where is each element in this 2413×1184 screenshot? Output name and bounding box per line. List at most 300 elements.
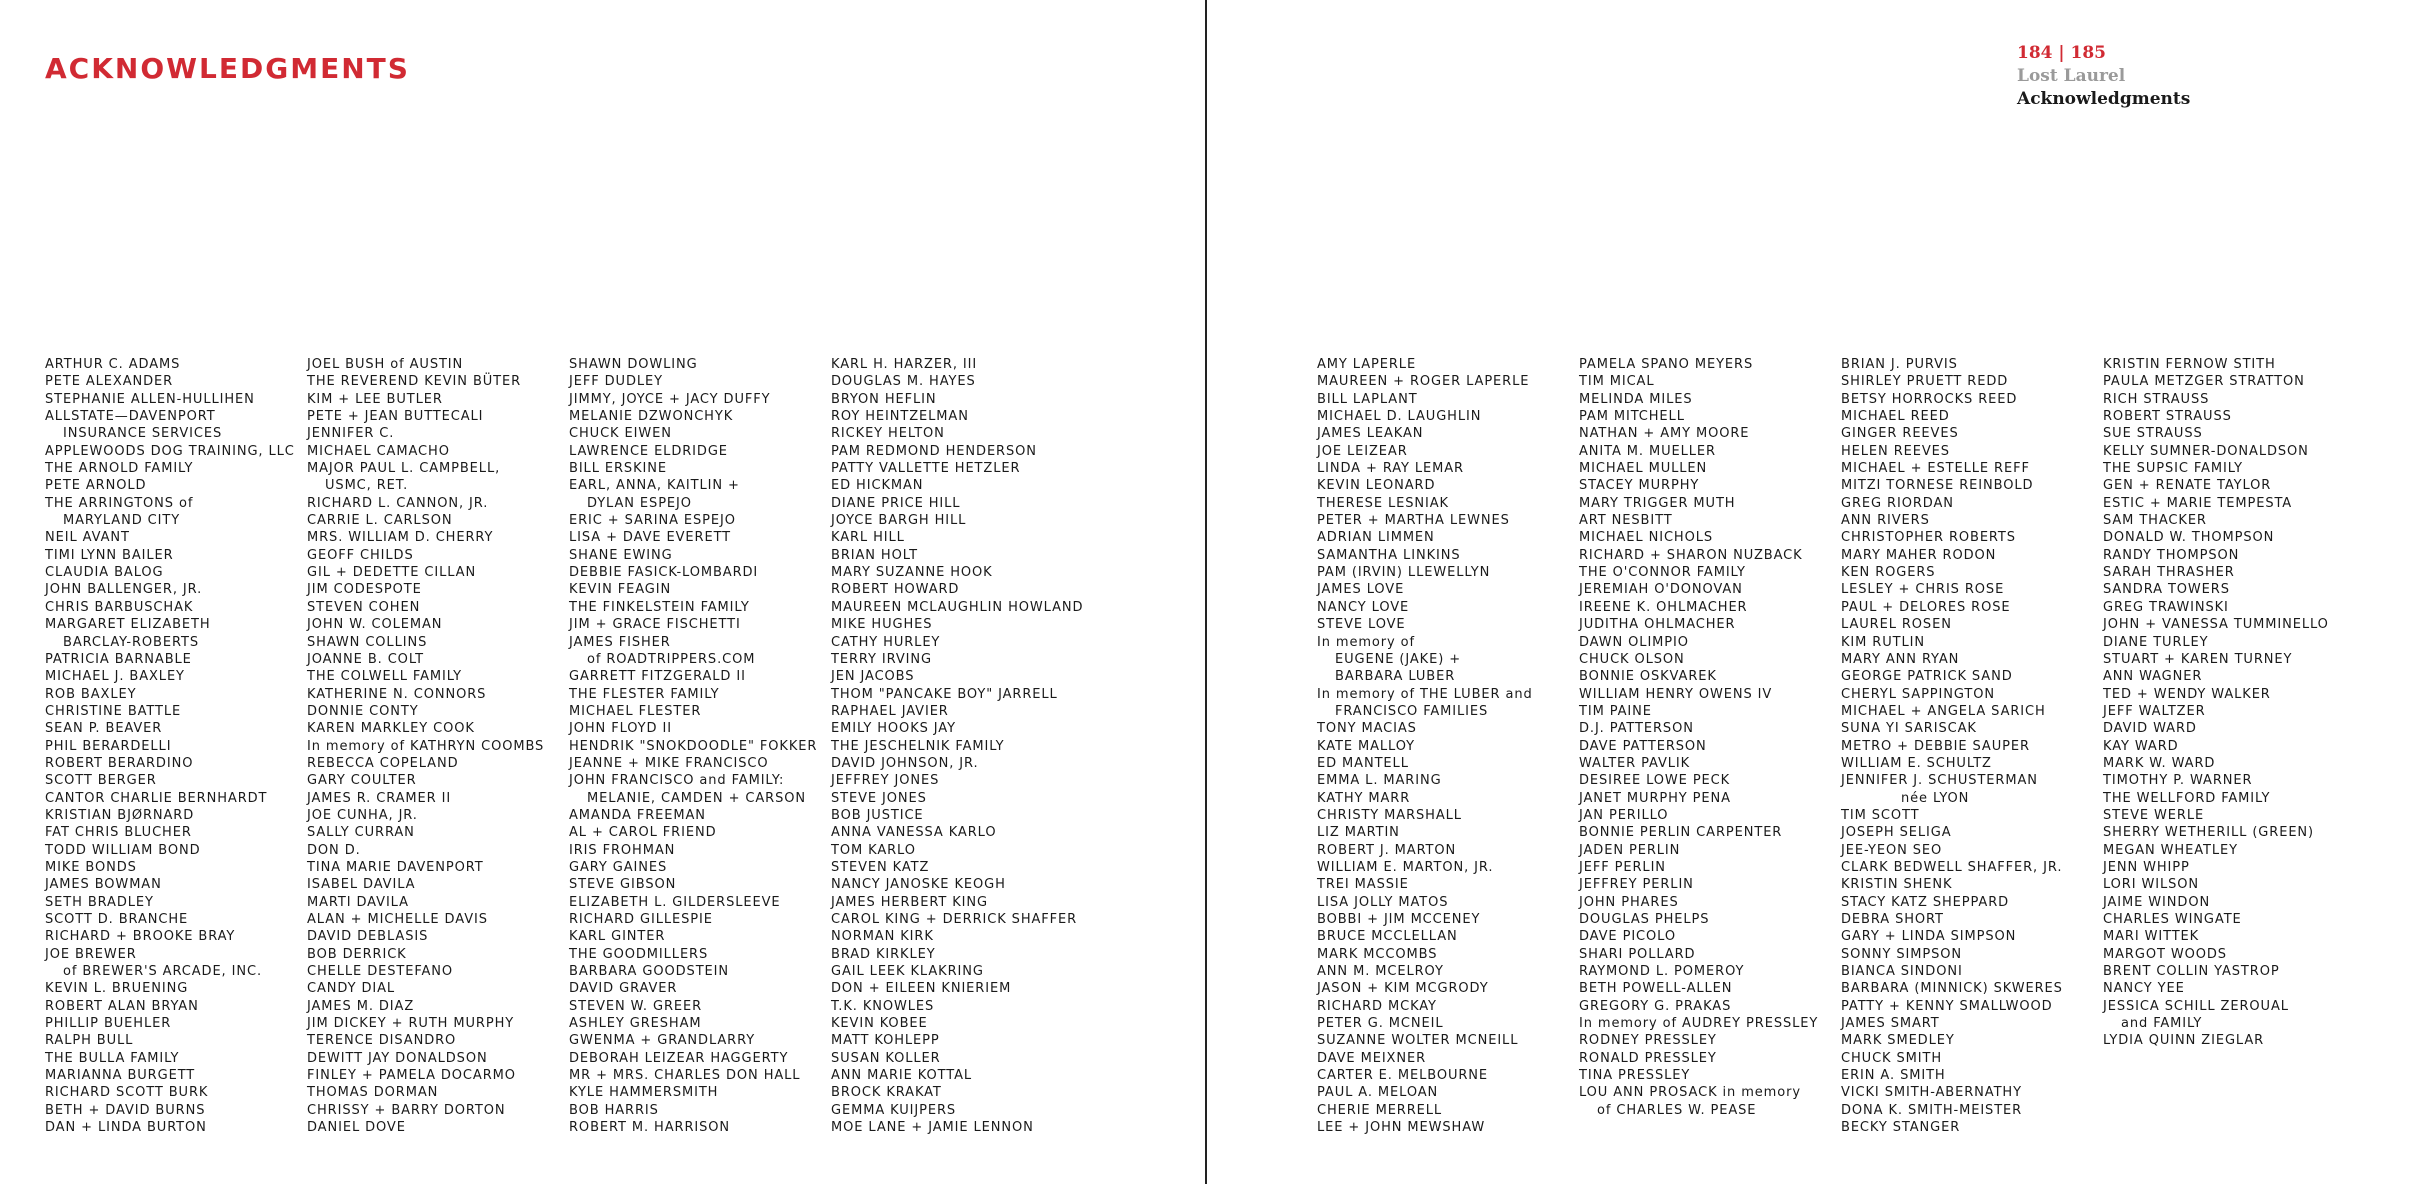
acknowledgment-name: BROCK KRAKAT: [831, 1085, 942, 1101]
acknowledgment-name: JOE CUNHA, JR.: [307, 807, 418, 823]
acknowledgment-name: of ROADTRIPPERS.COM: [587, 651, 756, 667]
acknowledgment-name: MELINDA MILES: [1579, 391, 1693, 407]
acknowledgment-name: SUSAN KOLLER: [831, 1050, 941, 1066]
acknowledgment-name: CHRISTINE BATTLE: [45, 703, 182, 719]
acknowledgment-name: RICH STRAUSS: [2103, 391, 2210, 407]
acknowledgment-name: GARY GAINES: [569, 859, 668, 875]
acknowledgment-name: ASHLEY GRESHAM: [569, 1016, 702, 1032]
acknowledgment-name: JAIME WINDON: [2103, 894, 2211, 910]
acknowledgment-name: MICHAEL MULLEN: [1579, 461, 1708, 477]
acknowledgment-name: SHAWN DOWLING: [569, 357, 698, 372]
acknowledgment-name: GEORGE PATRICK SAND: [1841, 669, 2013, 685]
acknowledgment-name: CHRISSY + BARRY DORTON: [307, 1102, 506, 1118]
acknowledgment-name: NANCY LOVE: [1317, 599, 1410, 615]
acknowledgment-name: MITZI TORNESE REINBOLD: [1841, 478, 2034, 494]
acknowledgment-name: THE WELLFORD FAMILY: [2103, 790, 2271, 806]
acknowledgment-name: JEREMIAH O'DONOVAN: [1579, 582, 1743, 598]
acknowledgment-name: MR + MRS. CHARLES DON HALL: [569, 1068, 801, 1084]
acknowledgment-name: THE BULLA FAMILY: [45, 1050, 180, 1066]
acknowledgment-name: MIKE BONDS: [45, 859, 137, 875]
acknowledgment-name: PATTY VALLETTE HETZLER: [831, 461, 1021, 477]
acknowledgment-name: GAIL LEEK KLAKRING: [831, 964, 984, 980]
acknowledgment-name: DESIREE LOWE PECK: [1579, 773, 1731, 789]
acknowledgment-name: ERIC + SARINA ESPEJO: [569, 513, 736, 529]
acknowledgment-name: PETE ARNOLD: [45, 478, 147, 494]
acknowledgment-name: THE GOODMILLERS: [569, 946, 709, 962]
acknowledgment-name: JANET MURPHY PENA: [1579, 790, 1731, 806]
acknowledgment-name: RICKEY HELTON: [831, 426, 945, 442]
acknowledgment-name: DAVID WARD: [2103, 721, 2197, 737]
acknowledgment-name: DEWITT JAY DONALDSON: [307, 1050, 488, 1066]
acknowledgment-name: MARIANNA BURGETT: [45, 1068, 196, 1084]
acknowledgment-name: GARRETT FITZGERALD II: [569, 669, 746, 685]
acknowledgment-name: JEFF WALTZER: [2103, 703, 2206, 719]
acknowledgment-name: TOM KARLO: [831, 842, 916, 858]
acknowledgment-name: ANITA M. MUELLER: [1579, 443, 1716, 459]
acknowledgment-name: RALPH BULL: [45, 1033, 134, 1049]
acknowledgment-name: BARBARA LUBER: [1335, 669, 1456, 685]
acknowledgment-name: DAVE MEIXNER: [1317, 1050, 1427, 1066]
acknowledgment-name: JENNIFER C.: [307, 426, 395, 442]
acknowledgment-name: ELIZABETH L. GILDERSLEEVE: [569, 894, 781, 910]
acknowledgment-name: TERRY IRVING: [831, 651, 932, 667]
acknowledgment-name: JIM CODESPOTE: [307, 582, 422, 598]
acknowledgment-name: ANN MARIE KOTTAL: [831, 1068, 973, 1084]
page-numbers: 184 | 185: [2017, 43, 2106, 63]
acknowledgment-name: LESLEY + CHRIS ROSE: [1841, 582, 2005, 598]
acknowledgment-name: KATHERINE N. CONNORS: [307, 686, 487, 702]
acknowledgment-name: JOHN W. COLEMAN: [307, 617, 443, 633]
acknowledgment-name: LAWRENCE ELDRIDGE: [569, 443, 728, 459]
acknowledgment-name: NANCY YEE: [2103, 981, 2185, 997]
acknowledgment-name: RICHARD SCOTT BURK: [45, 1085, 209, 1101]
acknowledgment-name: PAM REDMOND HENDERSON: [831, 443, 1037, 459]
acknowledgment-name: ISABEL DAVILA: [307, 877, 416, 893]
acknowledgment-name: JEFFREY PERLIN: [1579, 877, 1694, 893]
acknowledgment-name: JOSEPH SELIGA: [1841, 825, 1952, 841]
acknowledgment-name: KYLE HAMMERSMITH: [569, 1085, 719, 1101]
acknowledgment-name: MIKE HUGHES: [831, 617, 933, 633]
acknowledgment-name: MOE LANE + JAMIE LENNON: [831, 1120, 1034, 1136]
acknowledgment-name: BOBBI + JIM MCCENEY: [1317, 912, 1481, 927]
acknowledgment-name: KARL GINTER: [569, 929, 666, 945]
acknowledgment-name: MICHAEL + ESTELLE REFF: [1841, 461, 2030, 477]
acknowledgment-name: TERENCE DISANDRO: [307, 1033, 457, 1049]
acknowledgment-name: PETE ALEXANDER: [45, 374, 174, 390]
acknowledgment-name: JEANNE + MIKE FRANCISCO: [569, 755, 769, 771]
acknowledgment-name: WALTER PAVLIK: [1579, 755, 1691, 771]
acknowledgment-name: DONA K. SMITH-MEISTER: [1841, 1102, 2023, 1118]
acknowledgment-name: STEVE JONES: [831, 790, 927, 806]
acknowledgment-name: MARYLAND CITY: [63, 513, 181, 529]
acknowledgment-name: MICHAEL D. LAUGHLIN: [1317, 409, 1482, 425]
names-column-5: [1317, 356, 1579, 1136]
acknowledgment-name: DEBORAH LEIZEAR HAGGERTY: [569, 1050, 789, 1066]
acknowledgment-name: TINA MARIE DAVENPORT: [307, 859, 484, 875]
acknowledgment-name: JOE LEIZEAR: [1317, 443, 1408, 459]
acknowledgment-name: TODD WILLIAM BOND: [45, 842, 201, 858]
acknowledgment-name: GARY + LINDA SIMPSON: [1841, 929, 2017, 945]
acknowledgment-name: MARK W. WARD: [2103, 755, 2216, 771]
acknowledgment-name: JADEN PERLIN: [1579, 842, 1681, 858]
acknowledgment-name: T.K. KNOWLES: [831, 998, 935, 1014]
acknowledgment-name: PATRICIA BARNABLE: [45, 651, 192, 667]
acknowledgment-name: MRS. WILLIAM D. CHERRY: [307, 530, 494, 546]
acknowledgment-name: ROB BAXLEY: [45, 686, 137, 702]
acknowledgment-name: CHRISTY MARSHALL: [1317, 807, 1462, 823]
acknowledgment-name: USMC, RET.: [325, 478, 409, 494]
acknowledgment-name: FRANCISCO FAMILIES: [1335, 703, 1489, 719]
acknowledgment-name: BONNIE OSKVAREK: [1579, 669, 1717, 685]
acknowledgment-name: CARTER E. MELBOURNE: [1317, 1068, 1489, 1084]
acknowledgment-name: CLAUDIA BALOG: [45, 565, 164, 581]
acknowledgment-name: SHERRY WETHERILL (GREEN): [2103, 825, 2315, 841]
acknowledgment-name: STEVE GIBSON: [569, 877, 677, 893]
acknowledgment-name: SANDRA TOWERS: [2103, 582, 2230, 598]
acknowledgment-name: KEVIN L. BRUENING: [45, 981, 189, 997]
acknowledgment-name: DAN + LINDA BURTON: [45, 1120, 207, 1136]
acknowledgment-name: RONALD PRESSLEY: [1579, 1050, 1717, 1066]
acknowledgment-name: ROBERT HOWARD: [831, 582, 960, 598]
acknowledgment-name: BARBARA (MINNICK) SKWERES: [1841, 981, 2063, 997]
names-column-7: [1841, 356, 2103, 1136]
acknowledgment-name: JAMES R. CRAMER II: [307, 790, 452, 806]
acknowledgment-name: THE REVEREND KEVIN BÜTER: [307, 374, 522, 390]
acknowledgment-name: THE FINKELSTEIN FAMILY: [569, 599, 750, 615]
acknowledgment-name: RICHARD L. CANNON, JR.: [307, 495, 489, 511]
acknowledgment-name: METRO + DEBBIE SAUPER: [1841, 738, 2030, 754]
acknowledgment-name: GEMMA KUIJPERS: [831, 1102, 957, 1118]
acknowledgment-name: JOHN BALLENGER, JR.: [45, 582, 203, 598]
acknowledgment-name: MARGOT WOODS: [2103, 946, 2227, 962]
acknowledgment-name: MAJOR PAUL L. CAMPBELL,: [307, 461, 501, 477]
acknowledgment-name: TIMOTHY P. WARNER: [2103, 773, 2253, 789]
acknowledgment-name: MICHAEL + ANGELA SARICH: [1841, 703, 2046, 719]
acknowledgment-name: JIM + GRACE FISCHETTI: [569, 617, 741, 633]
acknowledgment-name: ROBERT BERARDINO: [45, 755, 194, 771]
acknowledgment-name: WILLIAM HENRY OWENS IV: [1579, 686, 1773, 702]
acknowledgment-name: SUZANNE WOLTER MCNEILL: [1317, 1033, 1519, 1049]
acknowledgment-name: KATE MALLOY: [1317, 738, 1415, 754]
acknowledgment-name: MARY MAHER RODON: [1841, 547, 1997, 563]
acknowledgment-name: KEVIN LEONARD: [1317, 478, 1436, 494]
book-section-title: Lost Laurel: [2017, 66, 2126, 86]
acknowledgment-name: JIM DICKEY + RUTH MURPHY: [307, 1016, 515, 1032]
acknowledgment-name: KRISTIN FERNOW STITH: [2103, 357, 2276, 372]
acknowledgment-name: SALLY CURRAN: [307, 825, 415, 841]
acknowledgment-name: BECKY STANGER: [1841, 1120, 1961, 1136]
acknowledgment-name: APPLEWOODS DOG TRAINING, LLC: [45, 443, 295, 459]
acknowledgment-name: CARRIE L. CARLSON: [307, 513, 453, 529]
acknowledgment-name: ANN WAGNER: [2103, 669, 2203, 685]
acknowledgment-name: MELANIE, CAMDEN + CARSON: [587, 790, 807, 806]
acknowledgment-name: REBECCA COPELAND: [307, 755, 459, 771]
acknowledgment-name: DEBRA SHORT: [1841, 912, 1944, 927]
acknowledgment-name: CHERIE MERRELL: [1317, 1102, 1443, 1118]
acknowledgment-name: PETER + MARTHA LEWNES: [1317, 513, 1510, 529]
acknowledgment-name: CHELLE DESTEFANO: [307, 964, 454, 980]
acknowledgment-name: CHERYL SAPPINGTON: [1841, 686, 1996, 702]
acknowledgment-name: née LYON: [1901, 790, 1970, 806]
acknowledgment-name: JOHN FRANCISCO and FAMILY:: [569, 773, 785, 789]
acknowledgment-name: MARY TRIGGER MUTH: [1579, 495, 1736, 511]
acknowledgment-name: BARBARA GOODSTEIN: [569, 964, 730, 980]
acknowledgment-name: ESTIC + MARIE TEMPESTA: [2103, 495, 2293, 511]
acknowledgment-name: MICHAEL CAMACHO: [307, 443, 450, 459]
acknowledgment-name: LYDIA QUINN ZIEGLAR: [2103, 1033, 2265, 1049]
acknowledgment-name: WILLIAM E. SCHULTZ: [1841, 755, 1992, 771]
acknowledgment-name: PAM (IRVIN) LLEWELLYN: [1317, 565, 1491, 581]
acknowledgment-name: MARTI DAVILA: [307, 894, 409, 910]
acknowledgment-name: BOB JUSTICE: [831, 807, 924, 823]
acknowledgment-name: JOEL BUSH of AUSTIN: [307, 357, 464, 372]
acknowledgment-name: FAT CHRIS BLUCHER: [45, 825, 192, 841]
acknowledgment-name: ROBERT ALAN BRYAN: [45, 998, 199, 1014]
names-column-4: [831, 356, 1093, 1136]
acknowledgment-name: SHIRLEY PRUETT REDD: [1841, 374, 2009, 390]
acknowledgment-name: ANN M. MCELROY: [1317, 964, 1444, 980]
acknowledgment-name: STEVE LOVE: [1317, 617, 1406, 633]
acknowledgment-name: JAMES LEAKAN: [1317, 426, 1424, 442]
acknowledgment-name: EUGENE (JAKE) +: [1335, 651, 1461, 667]
acknowledgment-name: PHIL BERARDELLI: [45, 738, 172, 754]
acknowledgment-name: BONNIE PERLIN CARPENTER: [1579, 825, 1783, 841]
acknowledgment-name: CHUCK OLSON: [1579, 651, 1685, 667]
acknowledgment-name: KAY WARD: [2103, 738, 2179, 754]
acknowledgment-name: MICHAEL J. BAXLEY: [45, 669, 185, 685]
acknowledgment-name: LORI WILSON: [2103, 877, 2200, 893]
acknowledgment-name: LISA JOLLY MATOS: [1317, 894, 1449, 910]
acknowledgment-name: SHARI POLLARD: [1579, 946, 1696, 962]
acknowledgment-name: PAMELA SPANO MEYERS: [1579, 357, 1754, 372]
acknowledgment-name: MICHAEL FLESTER: [569, 703, 702, 719]
acknowledgment-name: CLARK BEDWELL SHAFFER, JR.: [1841, 859, 2063, 875]
acknowledgment-name: SARAH THRASHER: [2103, 565, 2235, 581]
acknowledgment-name: ROBERT J. MARTON: [1317, 842, 1457, 858]
acknowledgment-name: JOE BREWER: [45, 946, 137, 962]
acknowledgment-name: CANDY DIAL: [307, 981, 396, 997]
acknowledgment-name: FINLEY + PAMELA DOCARMO: [307, 1068, 516, 1084]
acknowledgment-name: STUART + KAREN TURNEY: [2103, 651, 2293, 667]
acknowledgment-name: RANDY THOMPSON: [2103, 547, 2240, 563]
acknowledgment-name: DAVID GRAVER: [569, 981, 678, 997]
acknowledgment-name: NORMAN KIRK: [831, 929, 934, 945]
acknowledgment-name: JOANNE B. COLT: [307, 651, 425, 667]
acknowledgment-name: AMY LAPERLE: [1317, 357, 1417, 372]
acknowledgment-name: KAREN MARKLEY COOK: [307, 721, 475, 737]
acknowledgment-name: KELLY SUMNER-DONALDSON: [2103, 443, 2309, 459]
acknowledgment-name: SEAN P. BEAVER: [45, 721, 163, 737]
acknowledgment-name: RAYMOND L. POMEROY: [1579, 964, 1745, 980]
acknowledgment-name: SHAWN COLLINS: [307, 634, 428, 650]
acknowledgment-name: MAUREEN + ROGER LAPERLE: [1317, 374, 1530, 390]
acknowledgment-name: KEN ROGERS: [1841, 565, 1936, 581]
acknowledgment-name: DOUGLAS M. HAYES: [831, 374, 976, 390]
acknowledgment-name: ROY HEINTZELMAN: [831, 409, 969, 425]
acknowledgment-name: DYLAN ESPEJO: [587, 495, 692, 511]
acknowledgment-name: NEIL AVANT: [45, 530, 130, 546]
acknowledgment-name: TIMI LYNN BAILER: [45, 547, 174, 563]
acknowledgment-name: D.J. PATTERSON: [1579, 721, 1694, 737]
acknowledgment-name: JENNIFER J. SCHUSTERMAN: [1841, 773, 2038, 789]
acknowledgment-name: RICHARD + SHARON NUZBACK: [1579, 547, 1803, 563]
acknowledgment-name: JAMES HERBERT KING: [831, 894, 988, 910]
acknowledgment-name: CATHY HURLEY: [831, 634, 941, 650]
acknowledgment-name: CHUCK EIWEN: [569, 426, 672, 442]
acknowledgment-name: THE FLESTER FAMILY: [569, 686, 720, 702]
acknowledgment-name: DONALD W. THOMPSON: [2103, 530, 2275, 546]
acknowledgment-name: BRIAN HOLT: [831, 547, 918, 563]
acknowledgment-name: JENN WHIPP: [2103, 859, 2190, 875]
acknowledgment-name: THE ARRINGTONS of: [45, 495, 194, 511]
acknowledgment-name: GREG TRAWINSKI: [2103, 599, 2229, 615]
acknowledgment-name: RODNEY PRESSLEY: [1579, 1033, 1717, 1049]
acknowledgment-name: ANNA VANESSA KARLO: [831, 825, 997, 841]
acknowledgment-name: MARK SMEDLEY: [1841, 1033, 1955, 1049]
acknowledgment-name: IRIS FROHMAN: [569, 842, 676, 858]
acknowledgment-name: RICHARD + BROOKE BRAY: [45, 929, 236, 945]
acknowledgment-name: DAVID JOHNSON, JR.: [831, 755, 979, 771]
acknowledgment-name: THE O'CONNOR FAMILY: [1579, 565, 1746, 581]
acknowledgment-name: PATTY + KENNY SMALLWOOD: [1841, 998, 2053, 1014]
acknowledgment-name: TIM PAINE: [1579, 703, 1652, 719]
acknowledgment-name: ANN RIVERS: [1841, 513, 1930, 529]
acknowledgment-name: DAVID DEBLASIS: [307, 929, 429, 945]
acknowledgment-name: BETH POWELL-ALLEN: [1579, 981, 1733, 997]
acknowledgment-name: HELEN REEVES: [1841, 443, 1950, 459]
acknowledgment-name: DON + EILEEN KNIERIEM: [831, 981, 1012, 997]
names-column-2: [307, 356, 569, 1136]
acknowledgment-name: MARK MCCOMBS: [1317, 946, 1438, 962]
acknowledgment-name: JAMES SMART: [1841, 1016, 1940, 1032]
acknowledgment-name: JAMES BOWMAN: [45, 877, 162, 893]
acknowledgment-name: SETH BRADLEY: [45, 894, 154, 910]
acknowledgment-name: EMMA L. MARING: [1317, 773, 1442, 789]
names-column-6: [1579, 356, 1841, 1119]
acknowledgment-name: DAVE PATTERSON: [1579, 738, 1707, 754]
acknowledgment-name: MARI WITTEK: [2103, 929, 2200, 945]
acknowledgment-name: THOM "PANCAKE BOY" JARRELL: [831, 686, 1058, 702]
acknowledgment-name: JEFFREY JONES: [831, 773, 940, 789]
acknowledgment-name: DON D.: [307, 842, 361, 858]
acknowledgment-name: STACEY MURPHY: [1579, 478, 1700, 494]
acknowledgment-name: KRISTIAN BJØRNARD: [45, 807, 195, 823]
acknowledgment-name: PHILLIP BUEHLER: [45, 1016, 172, 1032]
chapter-title: Acknowledgments: [2017, 89, 2191, 109]
acknowledgment-name: JAMES M. DIAZ: [307, 998, 415, 1014]
acknowledgment-name: EMILY HOOKS JAY: [831, 721, 956, 737]
acknowledgment-name: STEVE WERLE: [2103, 807, 2205, 823]
acknowledgment-name: of CHARLES W. PEASE: [1597, 1102, 1757, 1118]
acknowledgment-name: GREG RIORDAN: [1841, 495, 1954, 511]
acknowledgment-name: BETH + DAVID BURNS: [45, 1102, 206, 1118]
names-column-1: [45, 356, 307, 1136]
acknowledgment-name: BOB DERRICK: [307, 946, 407, 962]
acknowledgment-name: CHRISTOPHER ROBERTS: [1841, 530, 2016, 546]
acknowledgment-name: In memory of THE LUBER and: [1317, 686, 1533, 702]
acknowledgment-name: MEGAN WHEATLEY: [2103, 842, 2238, 858]
acknowledgment-name: THE SUPSIC FAMILY: [2103, 461, 2243, 477]
acknowledgment-name: PETER G. MCNEIL: [1317, 1016, 1444, 1032]
acknowledgment-name: MATT KOHLEPP: [831, 1033, 940, 1049]
acknowledgment-name: KARL H. HARZER, III: [831, 357, 978, 372]
acknowledgment-name: CANTOR CHARLIE BERNHARDT: [45, 790, 268, 806]
acknowledgment-name: CHRIS BARBUSCHAK: [45, 599, 194, 615]
acknowledgment-name: JESSICA SCHILL ZEROUAL: [2103, 998, 2289, 1014]
acknowledgment-name: LAUREL ROSEN: [1841, 617, 1952, 633]
acknowledgment-name: LOU ANN PROSACK in memory: [1579, 1085, 1801, 1101]
acknowledgment-name: MICHAEL NICHOLS: [1579, 530, 1714, 546]
acknowledgment-name: STEVEN W. GREER: [569, 998, 703, 1014]
acknowledgment-name: TREI MASSIE: [1317, 877, 1409, 893]
acknowledgment-name: THE ARNOLD FAMILY: [45, 461, 194, 477]
acknowledgment-name: VICKI SMITH-ABERNATHY: [1841, 1085, 2022, 1101]
acknowledgment-name: HENDRIK "SNOKDOODLE" FOKKER: [569, 738, 818, 754]
acknowledgment-name: SUE STRAUSS: [2103, 426, 2203, 442]
acknowledgment-name: THE JESCHELNIK FAMILY: [831, 738, 1005, 754]
acknowledgment-name: SCOTT D. BRANCHE: [45, 912, 189, 927]
acknowledgment-name: ART NESBITT: [1579, 513, 1673, 529]
acknowledgment-name: JEN JACOBS: [831, 669, 915, 685]
page-spread-divider: [1205, 0, 1207, 1184]
acknowledgment-name: ED MANTELL: [1317, 755, 1409, 771]
acknowledgment-name: RICHARD MCKAY: [1317, 998, 1437, 1014]
acknowledgment-name: MARY SUZANNE HOOK: [831, 565, 993, 581]
acknowledgment-name: JOHN + VANESSA TUMMINELLO: [2103, 617, 2329, 633]
acknowledgment-name: SUNA YI SARISCAK: [1841, 721, 1977, 737]
acknowledgment-name: NANCY JANOSKE KEOGH: [831, 877, 1006, 893]
acknowledgment-name: STACY KATZ SHEPPARD: [1841, 894, 2010, 910]
acknowledgment-name: BIANCA SINDONI: [1841, 964, 1963, 980]
acknowledgment-name: TINA PRESSLEY: [1579, 1068, 1691, 1084]
acknowledgment-name: JEFF DUDLEY: [569, 374, 663, 390]
names-column-8: [2103, 356, 2365, 1050]
acknowledgment-name: EARL, ANNA, KAITLIN +: [569, 478, 740, 494]
acknowledgment-name: DAWN OLIMPIO: [1579, 634, 1689, 650]
acknowledgment-name: ALLSTATE—DAVENPORT: [45, 409, 216, 425]
acknowledgment-name: BRIAN J. PURVIS: [1841, 357, 1958, 372]
acknowledgment-name: SCOTT BERGER: [45, 773, 157, 789]
acknowledgment-name: DOUGLAS PHELPS: [1579, 912, 1710, 927]
acknowledgment-name: PETE + JEAN BUTTECALI: [307, 409, 484, 425]
acknowledgment-name: and FAMILY: [2121, 1016, 2203, 1032]
acknowledgment-name: MICHAEL REED: [1841, 409, 1950, 425]
acknowledgment-name: KARL HILL: [831, 530, 905, 546]
acknowledgment-name: STEVEN KATZ: [831, 859, 930, 875]
names-column-3: [569, 356, 831, 1136]
acknowledgment-name: SHANE EWING: [569, 547, 673, 563]
acknowledgment-name: DEBBIE FASICK-LOMBARDI: [569, 565, 759, 581]
acknowledgment-name: ALAN + MICHELLE DAVIS: [307, 912, 488, 927]
running-header: [2017, 42, 2190, 111]
acknowledgment-name: JAN PERILLO: [1579, 807, 1669, 823]
acknowledgment-name: BILL ERSKINE: [569, 461, 667, 477]
acknowledgment-name: CHARLES WINGATE: [2103, 912, 2242, 927]
acknowledgment-name: TONY MACIAS: [1317, 721, 1417, 737]
acknowledgment-name: RAPHAEL JAVIER: [831, 703, 949, 719]
acknowledgment-name: STEPHANIE ALLEN-HULLIHEN: [45, 391, 255, 407]
acknowledgment-name: GEOFF CHILDS: [307, 547, 414, 563]
acknowledgment-name: JAMES FISHER: [569, 634, 671, 650]
acknowledgment-name: BRENT COLLIN YASTROP: [2103, 964, 2280, 980]
acknowledgment-name: THERESE LESNIAK: [1317, 495, 1449, 511]
acknowledgment-name: GIL + DEDETTE CILLAN: [307, 565, 477, 581]
acknowledgment-name: AL + CAROL FRIEND: [569, 825, 717, 841]
acknowledgment-name: ADRIAN LIMMEN: [1317, 530, 1435, 546]
acknowledgment-name: LISA + DAVE EVERETT: [569, 530, 732, 546]
acknowledgment-name: BRYON HEFLIN: [831, 391, 937, 407]
acknowledgment-name: CAROL KING + DERRICK SHAFFER: [831, 912, 1078, 927]
